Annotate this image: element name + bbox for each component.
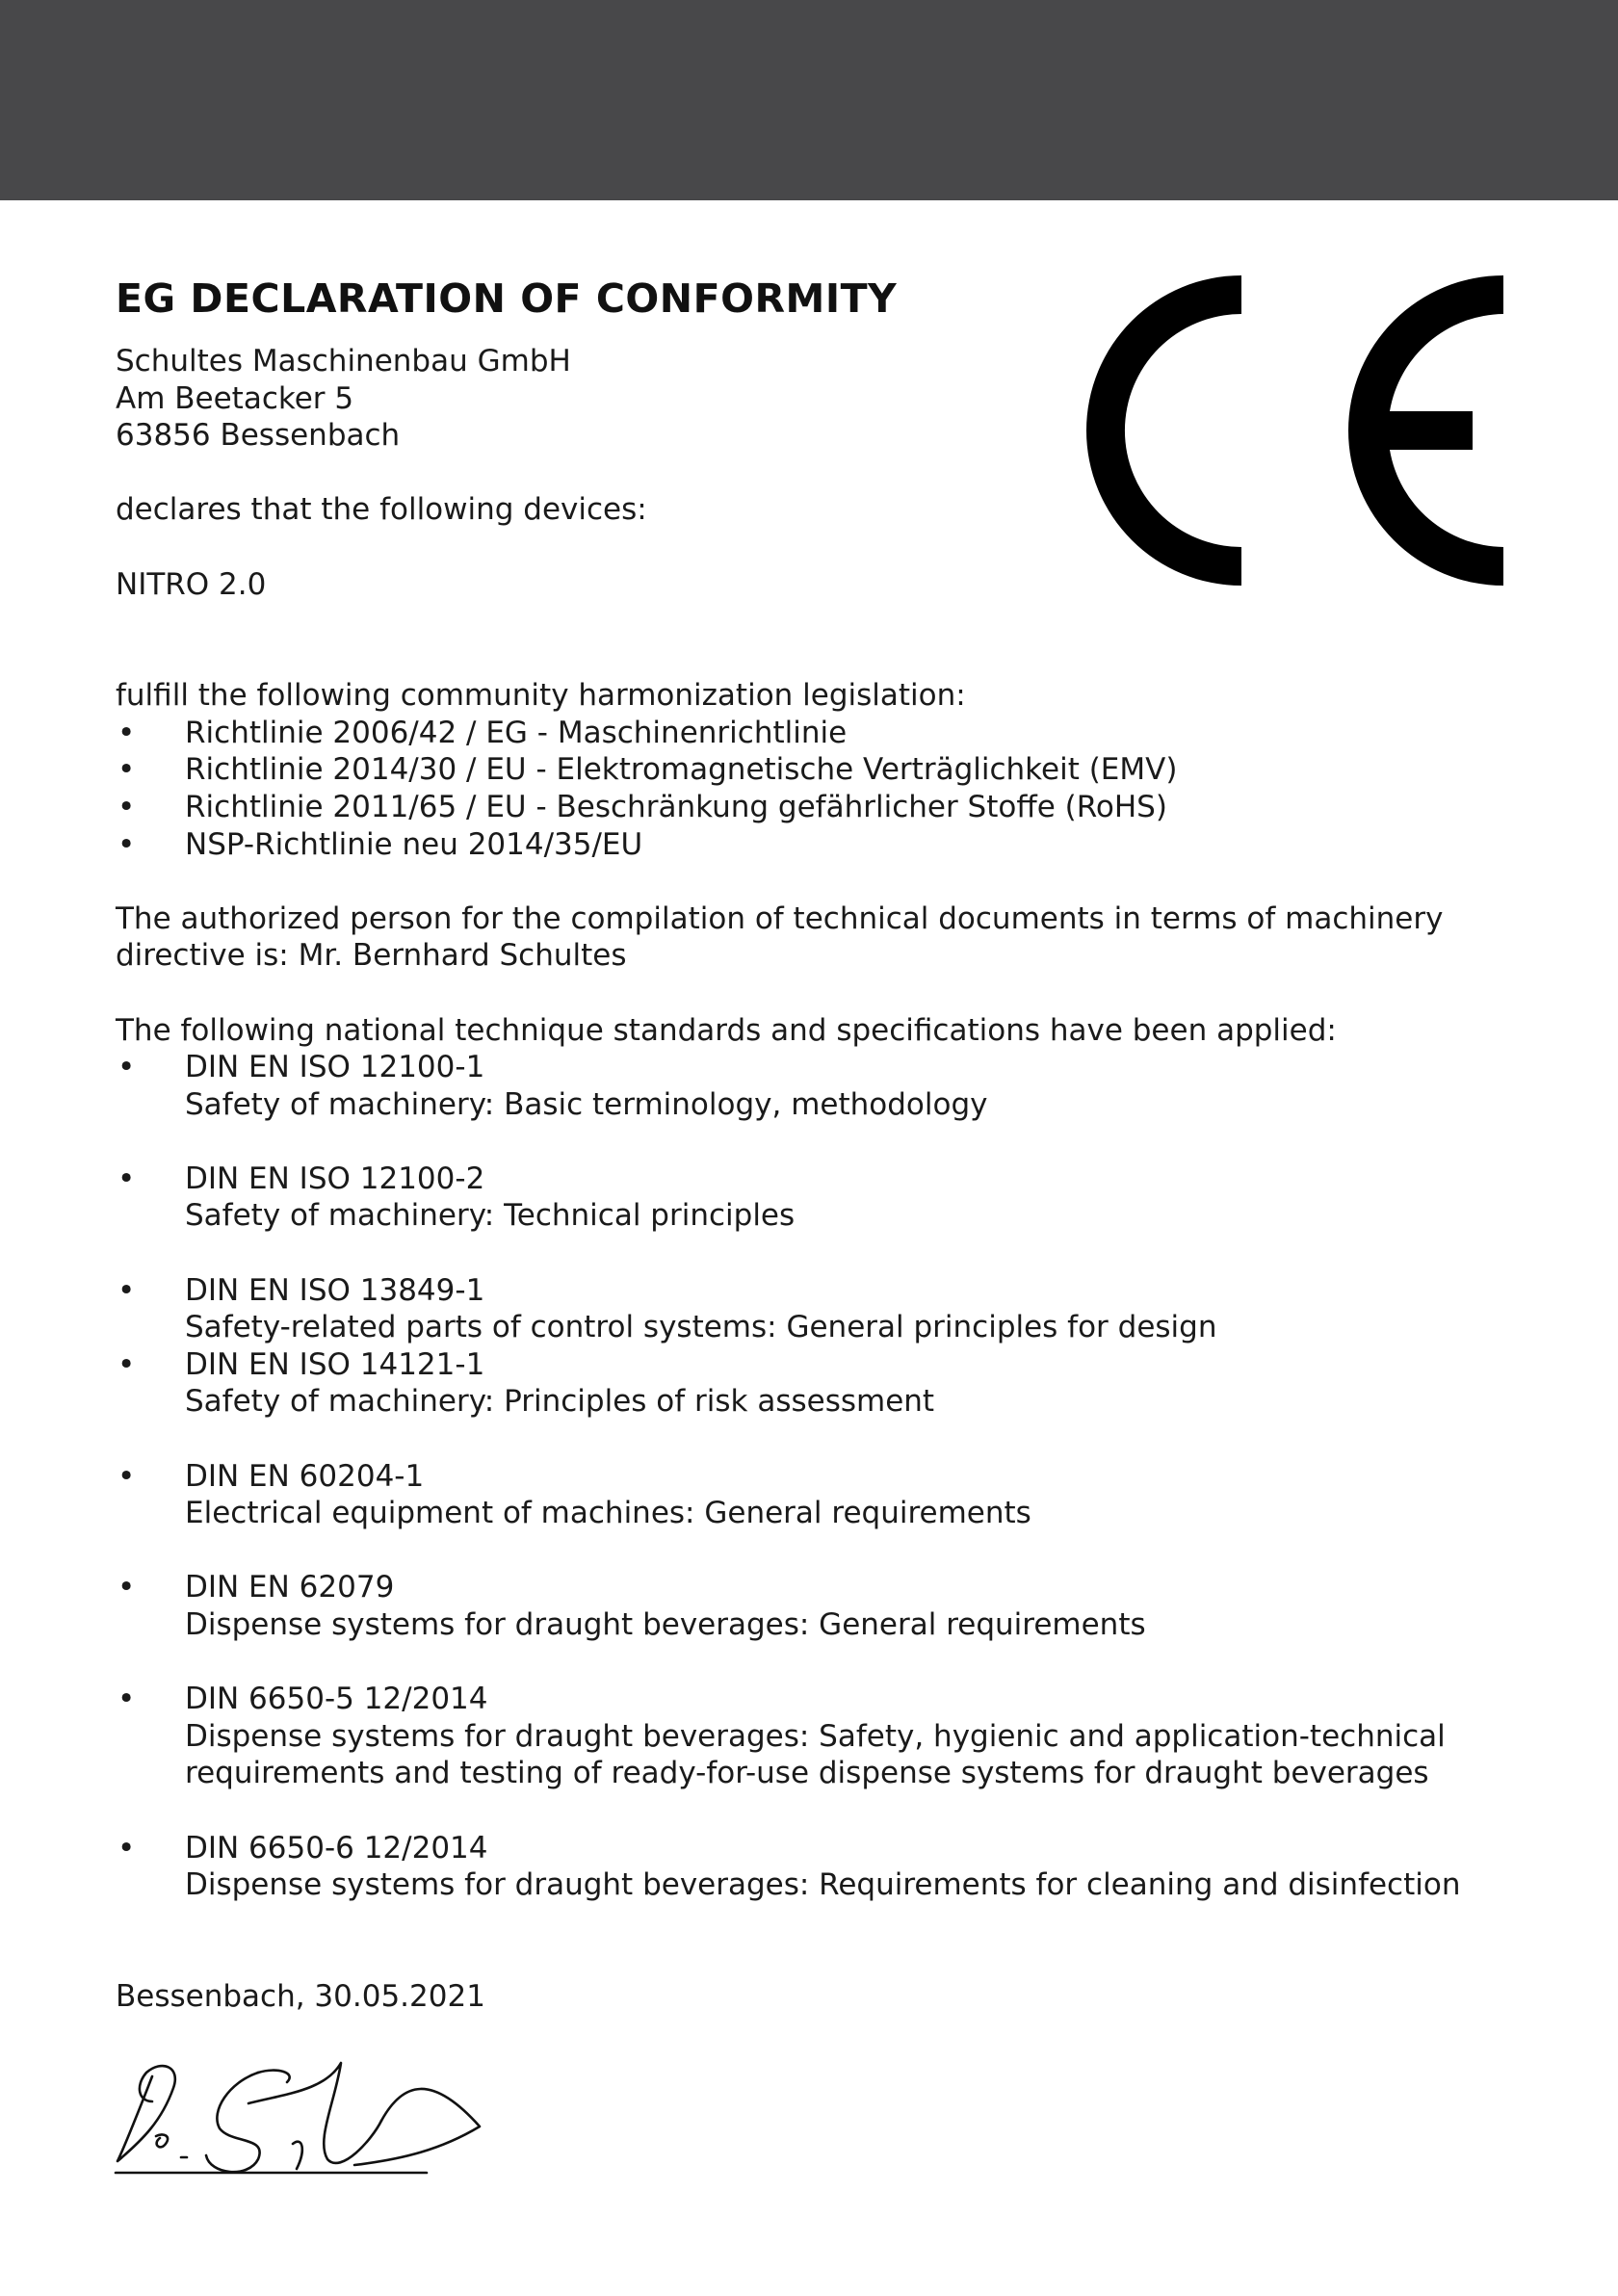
standard-code: DIN 6650-5 12/2014 [185, 1682, 488, 1717]
header-band [0, 0, 1618, 200]
company-city: 63856 Bessenbach [116, 418, 401, 454]
list-item: • DIN 6650-6 12/2014 Dispense systems for draught beverages: Requirements for cleaning and disinfection [116, 1830, 1502, 1904]
place-date: Bessenbach, 30.05.2021 [116, 1978, 485, 2014]
signature-image [114, 2044, 489, 2188]
standard-desc: Safety of machinery: Principles of risk assessment [185, 1384, 935, 1420]
company-street: Am Beetacker 5 [116, 380, 354, 416]
standard-desc: Dispense systems for draught beverages: General requirements [185, 1607, 1146, 1642]
list-item: • Richtlinie 2006/42 / EG - Maschinenrichtlinie [117, 715, 848, 750]
standard-code: DIN EN ISO 14121-1 [185, 1346, 485, 1382]
standard-code: DIN EN 60204-1 [185, 1458, 425, 1494]
page-title: EG DECLARATION OF CONFORMITY [116, 275, 898, 322]
standard-desc-cont: requirements and testing of ready-for-use dispense systems for draught beverages [185, 1756, 1429, 1791]
list-item: • Richtlinie 2011/65 / EU - Beschränkung gefährlicher Stoffe (RoHS) [117, 789, 1167, 824]
declares-text: declares that the following devices: [116, 492, 647, 528]
standard-code: DIN EN ISO 13849-1 [185, 1272, 485, 1308]
list-item: • Richtlinie 2014/30 / EU - Elektromagnetische Verträglichkeit (EMV) [117, 752, 1178, 788]
authorized-line-1: The authorized person for the compilation of technical documents in terms of machinery [116, 900, 1444, 936]
standards-intro: The following national technique standards and specifications have been applied: [116, 1012, 1337, 1048]
standard-desc: Electrical equipment of machines: General requirements [185, 1496, 1031, 1531]
standard-desc: Safety of machinery: Basic terminology, methodology [185, 1086, 988, 1122]
list-item: • DIN EN ISO 14121-1 Safety of machinery: Principles of risk assessment [116, 1346, 1502, 1421]
list-item: • DIN 6650-5 12/2014 Dispense systems for draught beverages: Safety, hygienic and application-technical requirements and testing of ready-for-use dispense systems for draught beverages [116, 1681, 1502, 1792]
standard-desc: Safety-related parts of control systems: General principles for design [185, 1310, 1217, 1345]
authorized-line-2: directive is: Mr. Bernhard Schultes [116, 938, 627, 974]
standard-code: DIN EN ISO 12100-2 [185, 1161, 485, 1196]
legislation-list [116, 715, 1502, 863]
list-item: • DIN EN ISO 12100-2 Safety of machinery: Technical principles [116, 1161, 1502, 1235]
company-name: Schultes Maschinenbau GmbH [116, 344, 571, 378]
device-name: NITRO 2.0 [116, 566, 267, 602]
standard-desc: Dispense systems for draught beverages: Requirements for cleaning and disinfection [185, 1867, 1461, 1903]
list-item: • DIN EN 62079 Dispense systems for draught beverages: General requirements [116, 1569, 1502, 1643]
declaration-body [116, 272, 1502, 2015]
list-item: • DIN EN 60204-1 Electrical equipment of machines: General requirements [116, 1458, 1502, 1532]
standard-code: DIN EN 62079 [185, 1570, 395, 1605]
list-item: • DIN EN ISO 12100-1 Safety of machinery: Basic terminology, methodology [116, 1049, 1502, 1123]
standard-desc: Dispense systems for draught beverages: Safety, hygienic and application-technical [185, 1718, 1446, 1754]
legislation-intro: fulfill the following community harmonization legislation: [116, 678, 966, 714]
list-item: • NSP-Richtlinie neu 2014/35/EU [117, 826, 643, 862]
standard-code: DIN EN ISO 12100-1 [185, 1050, 485, 1085]
list-item: • DIN EN ISO 13849-1 Safety-related parts of control systems: General principles for design [116, 1272, 1502, 1346]
standards-list [116, 1049, 1502, 1904]
standard-desc: Safety of machinery: Technical principles [185, 1198, 796, 1234]
standard-code: DIN 6650-6 12/2014 [185, 1830, 488, 1866]
